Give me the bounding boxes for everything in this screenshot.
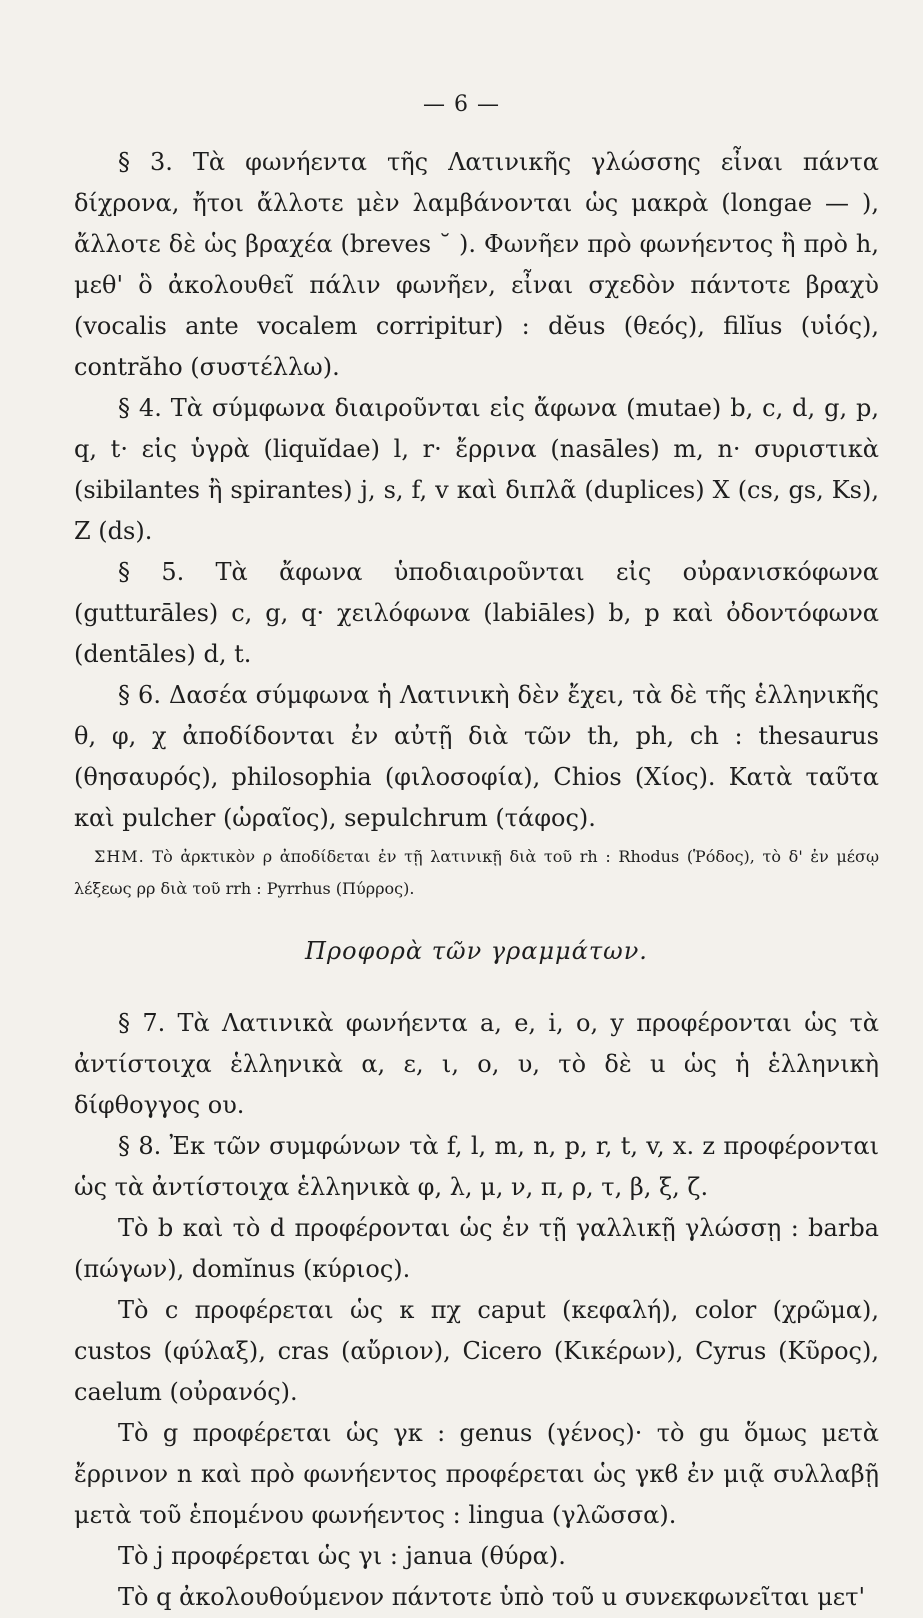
page-number: — 6 — bbox=[423, 92, 500, 117]
paragraph-j: Τὸ j προφέρεται ὡς γι : janua (θύρα). bbox=[118, 1542, 566, 1570]
paragraph-b-d: Τὸ b καὶ τὸ d προφέρονται ὡς ἐν τῇ γαλλικῇ γλώσσῃ : barba (πώγων), domĭnus (κύριος). bbox=[74, 1214, 879, 1283]
paragraph-q: Τὸ q ἀκολουθούμενον πάντοτε ὑπὸ τοῦ u συνεκφωνεῖται μετ' bbox=[118, 1583, 866, 1611]
note-text: Τὸ ἀρκτικὸν ρ ἀποδίδεται ἐν τῇ λατινικῇ διὰ τοῦ rh : Rhodus (Ῥόδος), τὸ δ' ἐν μέσῳ λέξεως ρρ διὰ τοῦ rrh : Pyrrhus (Πύρρος). bbox=[74, 847, 879, 898]
note-label: ΣΗΜ. bbox=[94, 847, 145, 866]
paragraph-g: Τὸ g προφέρεται ὡς γκ : genus (γένος)· τὸ gu ὅμως μετὰ ἔρρινον n καὶ πρὸ φωνήεντος προφέρεται ὡς γκϐ ἐν μιᾷ συλλαβῇ μετὰ τοῦ ἑπομένου φωνήεντος : lingua (γλῶσσα). bbox=[74, 1419, 879, 1529]
paragraph-c: Τὸ c προφέρεται ὡς κ πχ caput (κεφαλή), color (χρῶμα), custos (φύλαξ), cras (αὔριον), Cicero (Κικέρων), Cyrus (Κῦρος), caelum (οὐρανός). bbox=[74, 1296, 879, 1406]
paragraph-section-8: § 8. Ἐκ τῶν συμφώνων τὰ f, l, m, n, p, r, t, v, x. z προφέρονται ὡς τὰ ἀντίστοιχα ἑλληνικὰ φ, λ, μ, ν, π, ρ, τ, β, ξ, ζ. bbox=[74, 1132, 879, 1201]
paragraph-section-7: § 7. Τὰ Λατινικὰ φωνήεντα a, e, i, o, y προφέρονται ὡς τὰ ἀντίστοιχα ἑλληνικὰ α, ε, ι, ο, υ, τὸ δὲ u ὡς ἡ ἑλληνικὴ δίφθογγος ου. bbox=[74, 1009, 879, 1119]
paragraph-section-4: § 4. Τὰ σύμφωνα διαιροῦνται εἰς ἄφωνα (mutae) b, c, d, g, p, q, t· εἰς ὑγρὰ (liquĭdae) l, r· ἔρρινα (nasāles) m, n· συριστικὰ (sibilantes ἢ spirantes) j, s, f, v καὶ διπλᾶ (duplices) X (cs, gs, Ks), Z (ds). bbox=[74, 394, 879, 545]
page-body bbox=[74, 142, 879, 1618]
paragraph-section-5: § 5. Τὰ ἄφωνα ὑποδιαιροῦνται εἰς οὐρανισκόφωνα (gutturāles) c, g, q· χειλόφωνα (labiāles) b, p καὶ ὀδοντόφωνα (dentāles) d, t. bbox=[74, 558, 879, 668]
note bbox=[74, 841, 879, 905]
paragraph-section-3: § 3. Τὰ φωνήεντα τῆς Λατινικῆς γλώσσης εἶναι πάντα δίχρονα, ἤτοι ἄλλοτε μὲν λαμβάνονται ὡς μακρὰ (longae — ), ἄλλοτε δὲ ὡς βραχέα (breves ˘ ). Φωνῆεν πρὸ φωνήεντος ἢ πρὸ h, μεθ' ὃ ἀκολουθεῖ πάλιν φωνῆεν, εἶναι σχεδὸν πάντοτε βραχὺ (vocalis ante vocalem corripitur) : dĕus (θεός), filĭus (υἱός), contrăho (συστέλλω). bbox=[74, 148, 879, 381]
section-heading: Προφορὰ τῶν γραμμάτων. bbox=[305, 937, 648, 965]
paragraph-section-6: § 6. Δασέα σύμφωνα ἡ Λατινικὴ δὲν ἔχει, τὰ δὲ τῆς ἑλληνικῆς θ, φ, χ ἀποδίδονται ἐν αὐτῇ διὰ τῶν th, ph, ch : thesaurus (θησαυρός), philosophia (φιλοσοφία), Chios (Χίος). Κατὰ ταῦτα καὶ pulcher (ὡραῖος), sepulchrum (τάφος). bbox=[74, 681, 879, 832]
